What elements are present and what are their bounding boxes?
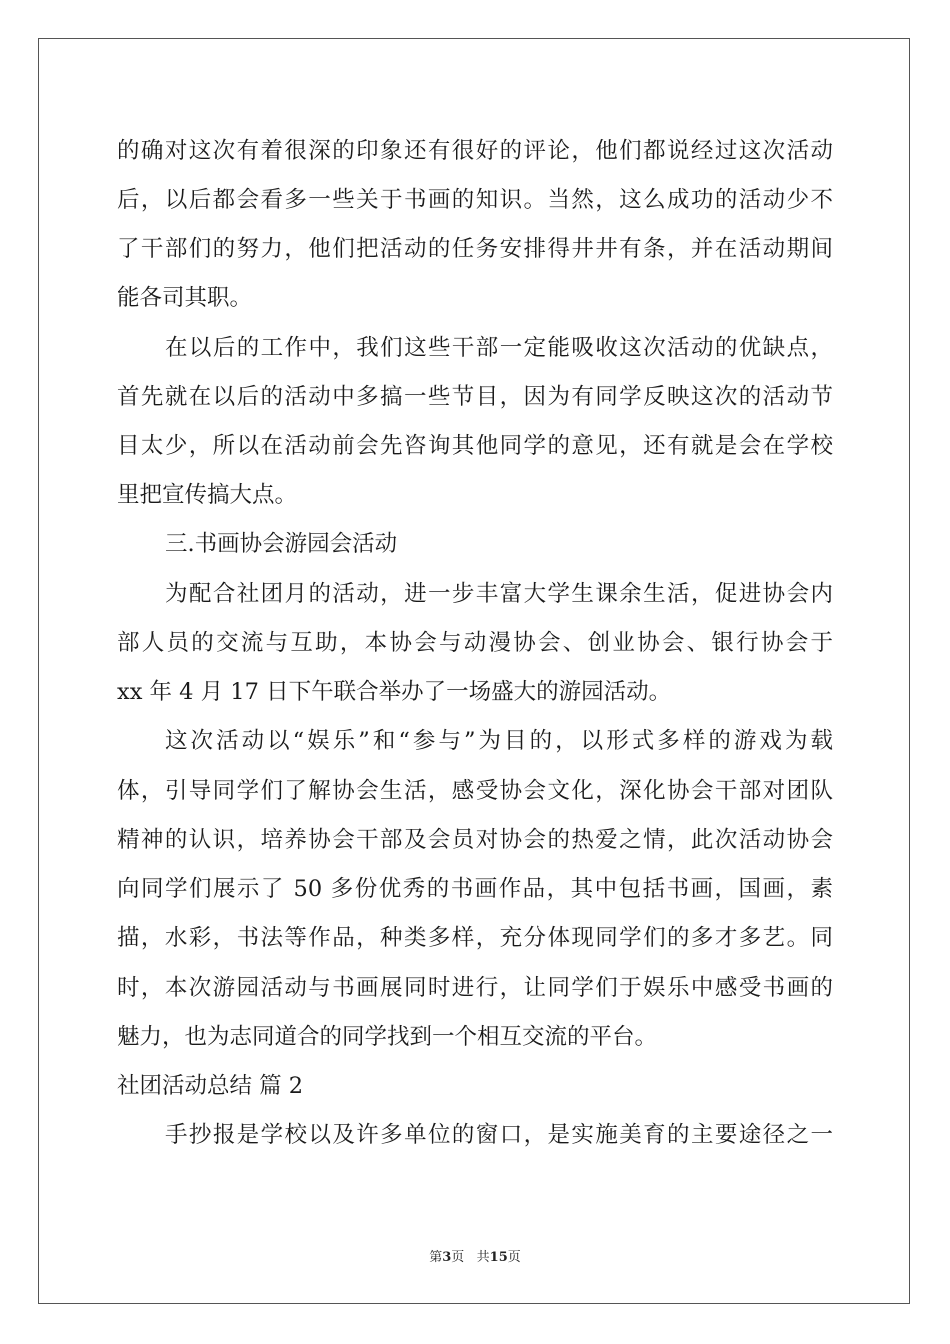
section-heading: 三.书画协会游园会活动 xyxy=(165,531,398,557)
body-text-line: 里把宣传搞大点。 xyxy=(117,482,298,508)
body-text-line: 能各司其职。 xyxy=(117,285,253,311)
body-text-line: xx 年 4 月 17 日下午联合举办了一场盛大的游园活动。 xyxy=(117,679,672,705)
body-text-line: 向同学们展示了 50 多份优秀的书画作品，其中包括书画，国画，素 xyxy=(117,876,833,902)
footer-suffix: 页 xyxy=(507,1250,521,1265)
body-text-line: 时，本次游园活动与书画展同时进行，让同学们于娱乐中感受书画的 xyxy=(117,975,833,1001)
body-text-line: 目太少，所以在活动前会先咨询其他同学的意见，还有就是会在学校 xyxy=(117,433,833,459)
paragraph-first-line: 在以后的工作中，我们这些干部一定能吸收这次活动的优缺点， xyxy=(165,335,833,361)
paragraph-first-line: 为配合社团月的活动，进一步丰富大学生课余生活，促进协会内 xyxy=(165,581,833,607)
footer-prefix: 第 xyxy=(429,1250,443,1265)
body-text-line: 精神的认识，培养协会干部及会员对协会的热爱之情，此次活动协会 xyxy=(117,827,833,853)
paragraph-first-line: 手抄报是学校以及许多单位的窗口，是实施美育的主要途径之一 xyxy=(165,1122,833,1148)
body-text-line: 首先就在以后的活动中多搞一些节目，因为有同学反映这次的活动节 xyxy=(117,384,833,410)
body-text-line: 描，水彩，书法等作品，种类多样，充分体现同学们的多才多艺。同 xyxy=(117,925,833,951)
body-text-line: 了干部们的努力，他们把活动的任务安排得井井有条，并在活动期间 xyxy=(117,236,833,262)
body-text-line: 体，引导同学们了解协会生活，感受协会文化，深化协会干部对团队 xyxy=(117,778,833,804)
article-heading: 社团活动总结 篇 2 xyxy=(117,1073,304,1099)
body-text-line: 的确对这次有着很深的印象还有很好的评论，他们都说经过这次活动 xyxy=(117,138,833,164)
paragraph-first-line: 这次活动以“娱乐”和“参与”为目的，以形式多样的游戏为载 xyxy=(165,728,833,754)
total-pages-number: 15 xyxy=(489,1250,508,1265)
body-text-line: 部人员的交流与互助，本协会与动漫协会、创业协会、银行协会于 xyxy=(117,630,833,656)
footer-mid: 页 共 xyxy=(451,1250,490,1265)
body-text-line: 后，以后都会看多一些关于书画的知识。当然，这么成功的活动少不 xyxy=(117,187,833,213)
current-page-number: 3 xyxy=(442,1250,452,1265)
page-footer xyxy=(0,1246,950,1265)
body-text-line: 魅力，也为志同道合的同学找到一个相互交流的平台。 xyxy=(117,1024,658,1050)
